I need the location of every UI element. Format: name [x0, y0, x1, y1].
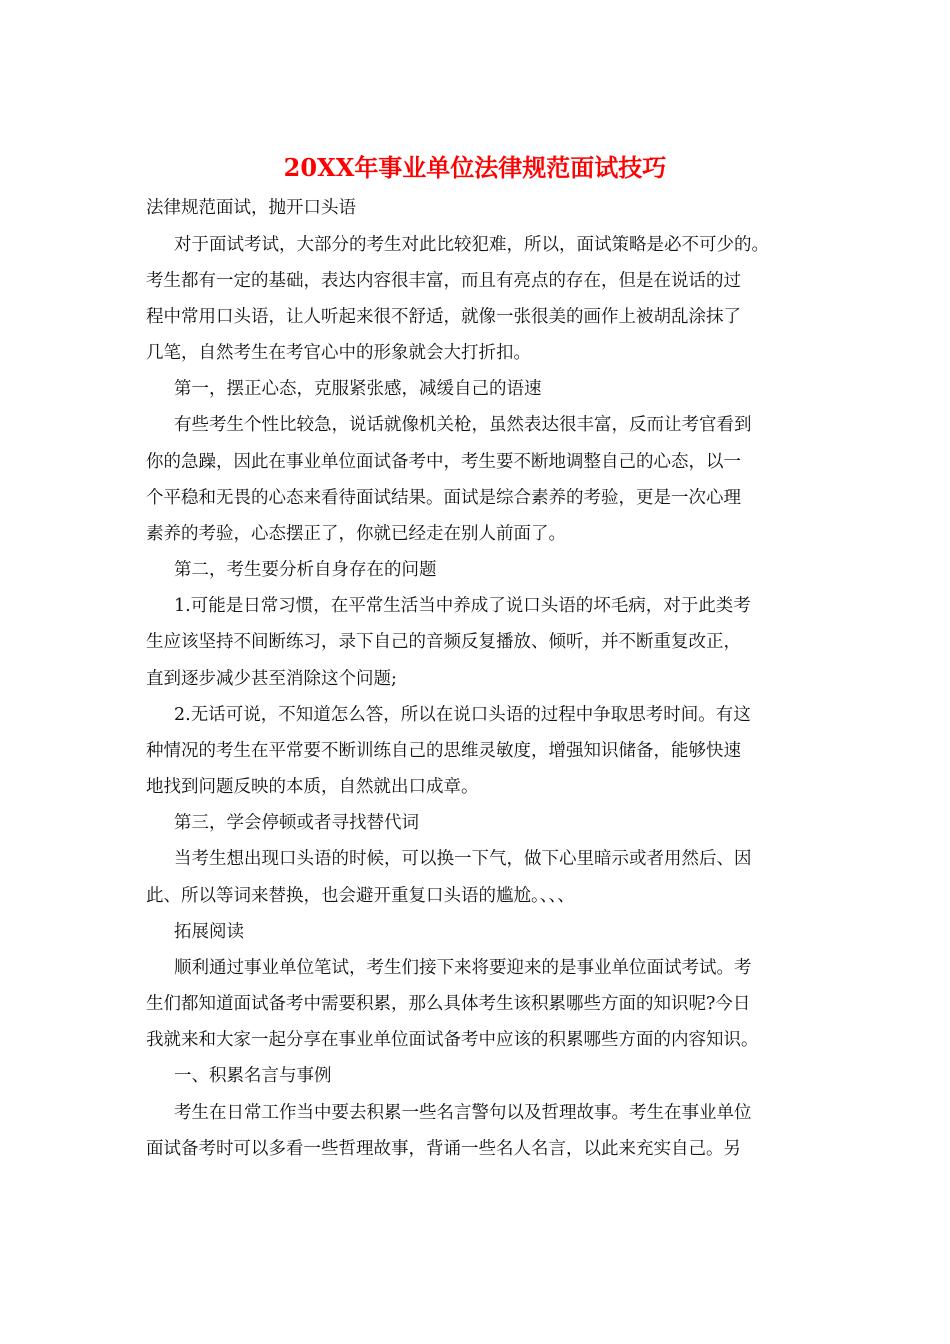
paragraph-line: 法律规范面试，抛开口头语	[146, 198, 356, 218]
paragraph-line: 考生在日常工作当中要去积累一些名言警句以及哲理故事。考生在事业单位	[174, 1103, 752, 1123]
paragraph-line: 直到逐步减少甚至消除这个问题;	[146, 669, 397, 689]
paragraph-line: 我就来和大家一起分享在事业单位面试备考中应该的积累哪些方面的内容知识。	[146, 1030, 759, 1050]
paragraph-line: 你的急躁，因此在事业单位面试备考中，考生要不断地调整自己的心态，以一	[146, 452, 741, 472]
paragraph-line: 当考生想出现口头语的时候，可以换一下气，做下心里暗示或者用然后、因	[174, 849, 752, 869]
paragraph-line: 种情况的考生在平常要不断训练自己的思维灵敏度，增强知识储备，能够快速	[146, 741, 741, 761]
section-heading: 拓展阅读	[174, 922, 244, 942]
paragraph-line: 地找到问题反映的本质，自然就出口成章。	[146, 777, 479, 797]
paragraph-line: 几笔，自然考生在考官心中的形象就会大打折扣。	[146, 343, 531, 363]
paragraph-line: 生们都知道面试备考中需要积累，那么具体考生该积累哪些方面的知识呢?今日	[146, 994, 751, 1014]
paragraph-line: 对于面试考试，大部分的考生对此比较犯难，所以，面试策略是必不可少的。	[174, 235, 769, 255]
paragraph-line: 程中常用口头语，让人听起来很不舒适，就像一张很美的画作上被胡乱涂抹了	[146, 307, 741, 327]
paragraph-line: 面试备考时可以多看一些哲理故事，背诵一些名人名言，以此来充实自己。另	[146, 1139, 741, 1159]
paragraph-line: 素养的考验，心态摆正了，你就已经走在别人前面了。	[146, 524, 566, 544]
paragraph-line: 个平稳和无畏的心态来看待面试结果。面试是综合素养的考验，更是一次心理	[146, 488, 741, 508]
section-heading: 第一，摆正心态，克服紧张感，减缓自己的语速	[174, 379, 542, 399]
paragraph-line: 2.无话可说，不知道怎么答，所以在说口头语的过程中争取思考时间。有这	[174, 705, 751, 725]
paragraph-line: 有些考生个性比较急，说话就像机关枪，虽然表达很丰富，反而让考官看到	[174, 415, 752, 435]
paragraph-line: 考生都有一定的基础，表达内容很丰富，而且有亮点的存在，但是在说话的过	[146, 271, 741, 291]
section-heading: 一、积累名言与事例	[174, 1066, 332, 1086]
document-title: 20XX年事业单位法律规范面试技巧	[283, 153, 667, 182]
section-heading: 第二，考生要分析自身存在的问题	[174, 560, 437, 580]
paragraph-line: 1.可能是日常习惯，在平常生活当中养成了说口头语的坏毛病，对于此类考	[174, 596, 751, 616]
paragraph-line: 此、所以等词来替换，也会避开重复口头语的尴尬。、、、	[146, 886, 575, 906]
paragraph-line: 顺利通过事业单位笔试，考生们接下来将要迎来的是事业单位面试考试。考	[174, 958, 752, 978]
paragraph-line: 生应该坚持不间断练习，录下自己的音频反复播放、倾听，并不断重复改正，	[146, 632, 741, 652]
section-heading: 第三，学会停顿或者寻找替代词	[174, 813, 419, 833]
